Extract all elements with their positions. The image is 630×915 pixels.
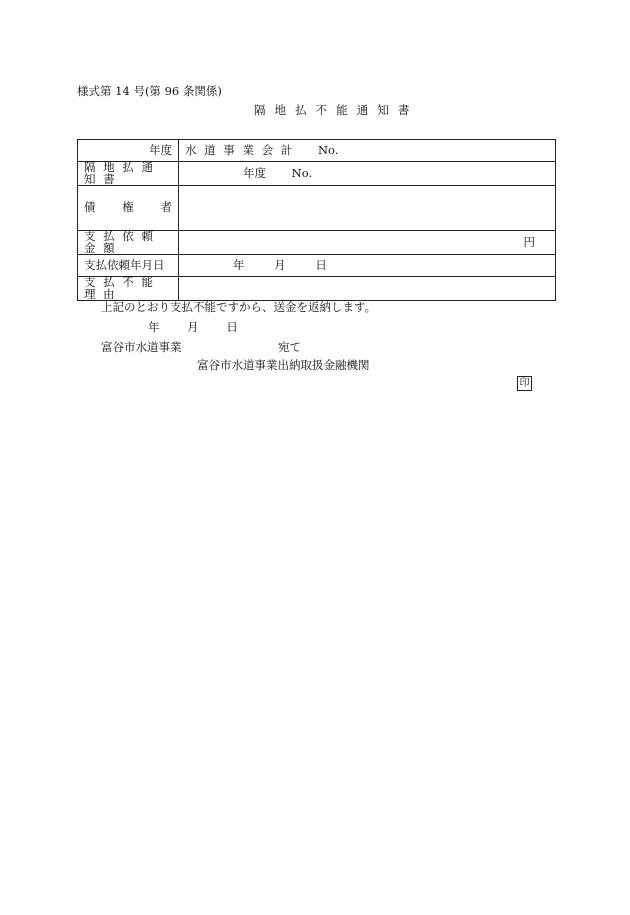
yen-unit: 円 [523, 234, 535, 249]
date-day: 日 [226, 320, 238, 334]
reason-label: 支 払 不 能 理 由 [78, 277, 179, 301]
sender-name: 富谷市水道事業出納取扱金融機関 [197, 358, 370, 372]
table-row [78, 186, 556, 231]
reason-value [179, 277, 556, 301]
fiscal-year-label: 年度 [78, 140, 179, 162]
payment-date-cell [179, 255, 556, 277]
remittance-year-label: 年度 [243, 165, 266, 180]
account-cell [179, 140, 556, 162]
table-row [78, 255, 556, 277]
account-name: 水 道 事 業 会 計 [185, 142, 293, 157]
table-row [78, 277, 556, 301]
payment-month-label: 月 [274, 257, 286, 272]
document-title: 隔 地 払 不 能 通 知 書 [254, 103, 410, 117]
payment-day-label: 日 [315, 257, 327, 272]
date-month: 月 [187, 320, 199, 334]
creditor-char: 者 [160, 200, 172, 215]
seal-mark: 印 [517, 376, 532, 391]
remittance-notice-label: 隔 地 払 通 知 書 [78, 162, 179, 186]
notice-table [77, 139, 556, 301]
date-line [148, 322, 238, 334]
table-row [78, 231, 556, 255]
creditor-label-cell [78, 186, 179, 231]
table-row [78, 162, 556, 186]
creditor-label [84, 202, 172, 214]
creditor-char: 権 [122, 200, 134, 215]
remittance-notice-cell [179, 162, 556, 186]
form-number: 様式第 14 号(第 96 条関係) [77, 84, 222, 98]
table-row [78, 140, 556, 162]
payment-amount-cell [179, 231, 556, 255]
addressee-suffix: 宛て [278, 340, 301, 354]
account-no-label: No. [317, 142, 339, 157]
payment-date-label: 支払依頼年月日 [78, 255, 179, 277]
payment-amount-label: 支 払 依 頼 金 額 [78, 231, 179, 255]
date-year: 年 [148, 320, 160, 334]
creditor-value [179, 186, 556, 231]
creditor-char: 債 [84, 200, 96, 215]
return-message: 上記のとおり支払不能ですから、送金を返納します。 [101, 300, 377, 314]
addressee-name: 富谷市水道事業 [101, 340, 182, 354]
payment-year-label: 年 [233, 257, 245, 272]
remittance-no-label: No. [291, 165, 313, 180]
